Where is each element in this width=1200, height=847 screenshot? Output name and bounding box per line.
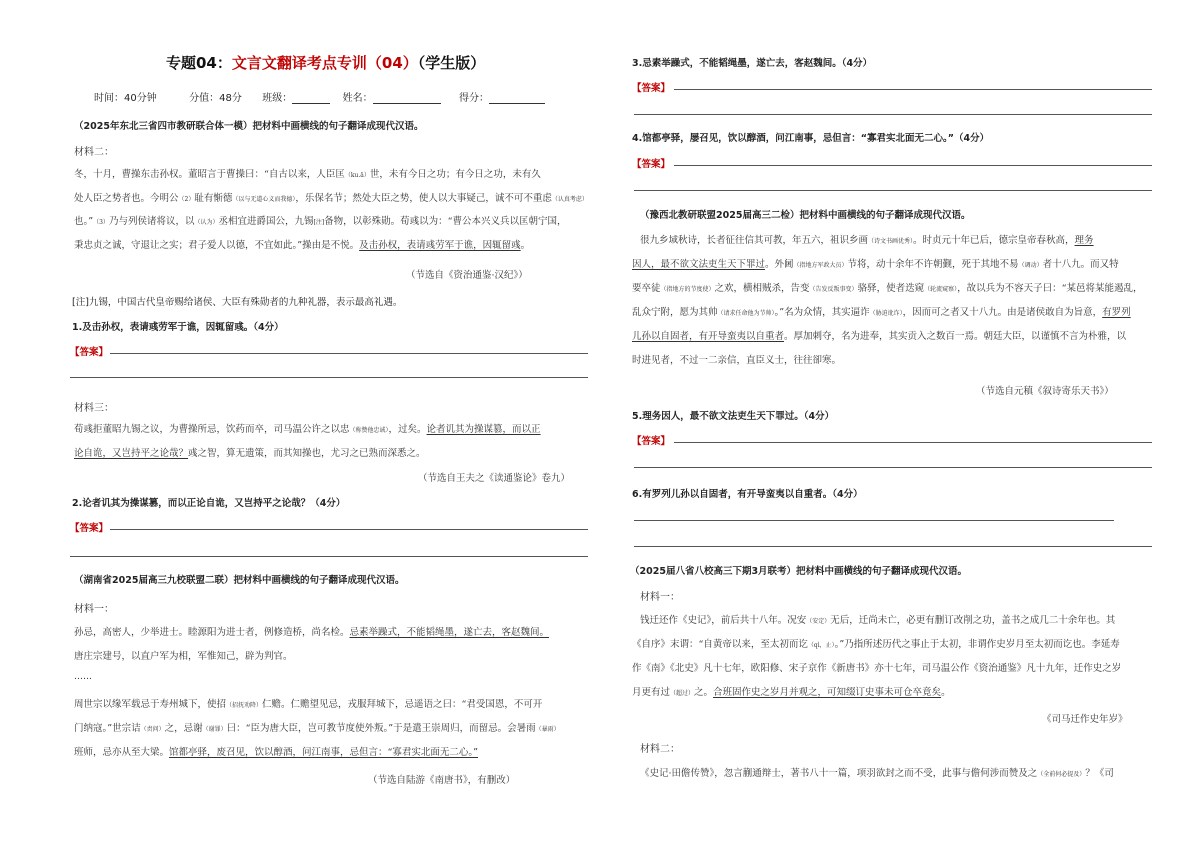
material-1-line-5: 班师，忌亦从至大梁。馆都亭驿，废召见，饮以醇酒，问江南事，忌但言：“寡君实北面无二心。” <box>74 747 478 758</box>
passage-3-line-4: 乱众宁附，愿为其帅（请求任命他为节帅）。”名为众情，其实逼诈（胁迫讹诈），因而可之者又十八九。由是诸侯敢自为旨意，有罗列 <box>632 307 1131 318</box>
underlined-sentence-5: 因人，最不欲文法吏生天下罪过 <box>632 259 766 270</box>
material-2-label: 材料二： <box>74 147 114 158</box>
section-2-heading: （湖南省2025届高三九校联盟二联）把材料中画横线的句子翻译成现代汉语。 <box>74 575 405 586</box>
footnote-jiuxi: [注]九锡，中国古代皇帝赐给诸侯、大臣有殊勋者的九种礼器，表示最高礼遇。 <box>72 297 403 308</box>
section-4-heading: （2025届八省八校高三下期3月联考）把材料中画横线的句子翻译成现代汉语。 <box>630 566 968 577</box>
question-5: 5.理务因人，最不欲文法吏生天下罪过。（4分） <box>632 411 835 422</box>
answer-line-5b[interactable] <box>634 467 1152 468</box>
material-3-line-1: 荀彧拒董昭九锡之议，为曹操所忌，饮药而卒，司马温公许之以忠（称赞他忠诚），过矣。论者讥其为操谋篡，而以正 <box>74 424 541 435</box>
material-1-label: 材料一： <box>74 604 114 615</box>
answer-line-2a[interactable] <box>110 529 588 530</box>
material-1-source: （节选自陆游《南唐书》，有删改） <box>368 775 516 786</box>
question-2: 2.论者讥其为操谋篡，而以正论自诡，又岂持平之论哉？（4分） <box>72 498 346 509</box>
material-2-line-1: 冬，十月，曹操东击孙权。董昭言于曹操曰：“自古以来，人臣匡（ku.ā）世，未有今日之功；有今日之功，未有久 <box>74 169 541 180</box>
answer-line-4a[interactable] <box>674 165 1152 166</box>
underlined-sentence-2b: 论自诡，又岂持平之论哉？ <box>74 448 189 459</box>
material-1b-source: 《司马迁作史年岁》 <box>1042 714 1128 725</box>
material-1-line-4: 门纳寇。”世宗诘（责问）之，忌谢（谢罪）曰：“臣为唐大臣，岂可教节度使外叛。”于是遣王崇周归，而留忌。会暑雨（暴雨） <box>74 723 560 734</box>
ellipsis: …… <box>74 672 92 682</box>
underlined-sentence-4: 馆都亭驿，废召见，饮以醇酒，问江南事，忌但言：“寡君实北面无二心。” <box>169 747 478 758</box>
material-1b-line-4: 月更有过（超过）之。合班固作史之岁月并观之，可知缀订史事未可仓卒竟矣。 <box>632 687 951 698</box>
material-3-label: 材料三： <box>74 403 114 414</box>
underlined-sentence-6: 儿孙以自固者，有开导蛮夷以自重者 <box>632 331 785 342</box>
material-2-line-2: 处人臣之势者也。今明公（2）耻有惭德（以与无道心义而我德），乐保名节；然处大臣之势，使人以大事疑己，诚不可不重虑（认真考虑） <box>74 193 588 204</box>
material-2b-line-1: 《史记·田儋传赞》，忽言蒯通辩士，著书八十一篇，项羽欲封之而不受，此事与儋何涉而赞及之（全前何必提及）？《司 <box>640 768 1114 779</box>
material-2-source: （节选自《资治通鉴·汉纪》） <box>406 270 528 281</box>
passage-3-source: （节选自元稹《叙诗寄乐天书》） <box>976 386 1114 397</box>
question-6: 6.有罗列儿孙以自固者，有开导蛮夷以自重者。（4分） <box>632 489 863 500</box>
material-2-line-3: 也。”（3）乃与列侯诸将议，以（认为）丞相宜进爵国公，九锡[注]备物，以彰殊勋。荀彧以为：“曹公本兴义兵以匡朝宁国， <box>74 216 567 227</box>
material-1-line-1: 孙忌，高密人，少举进士。睦源阳为进士者，例修造桥，尚名检。忌素举躁式，不能韬绳墨，遂亡去，客赵魏间。 <box>74 627 550 638</box>
answer-line-6a[interactable] <box>634 520 1114 521</box>
material-3-source: （节选自王夫之《读通鉴论》卷九） <box>418 473 571 484</box>
score-label: 得分： <box>458 93 489 104</box>
underlined-sentence-3: 忌素举躁式，不能韬绳墨，遂亡去，客赵魏间。 <box>349 627 550 638</box>
material-1b-line-2: 《自序》末谓：“自黄帝以来，至太初而讫（qì，止）。”乃指所述历代之事止于太初，非谓作史岁月至太初而讫也。李延寿 <box>632 639 1120 650</box>
material-1-line-2: 唐庄宗建号，以直户军为相，军惟知己，辟为判官。 <box>74 651 293 662</box>
material-2b-label: 材料二： <box>640 744 680 755</box>
underlined-sentence-1: 及击孙权，表请彧劳军于谯，因辄留彧 <box>359 240 521 251</box>
question-1: 1.及击孙权，表请彧劳军于谯，因辄留彧。（4分） <box>72 322 284 333</box>
class-field[interactable] <box>292 94 330 104</box>
material-3-line-2: 论自诡，又岂持平之论哉？彧之智，算无遗策，而其知操也，尤习之已熟而深悉之。 <box>74 448 426 459</box>
answer-label-4: 【答案】 <box>632 159 671 170</box>
score-field[interactable] <box>489 94 545 104</box>
underlined-sentence-7: 合班固作史之岁月并观之，可知缀订史事未可仓卒竟矣 <box>713 687 942 698</box>
name-field[interactable] <box>373 94 441 104</box>
answer-line-3b[interactable] <box>634 114 1152 115</box>
underlined-sentence-2a: 论者讥其为操谋篡，而以正 <box>426 424 541 435</box>
passage-3-line-3: 要卒徒（指地方的节度使）之欢，横相贼杀，告变（告发反叛事变）骆驿，使者迭窥（轮流窥察），故以兵为不容天子曰：“某邑将某能遏乱， <box>632 283 1143 294</box>
answer-label-5: 【答案】 <box>632 436 671 447</box>
answer-label-3: 【答案】 <box>632 83 671 94</box>
answer-line-3a[interactable] <box>674 89 1152 90</box>
material-1-line-3: 周世宗以缘军载忌于寿州城下，使招（招抚劝降）仁赡。仁赡望见忌，戎服拜城下，忌遥语之曰：“君受国恩，不可开 <box>74 699 543 710</box>
section-1-heading: （2025年东北三省四市教研联合体一模）把材料中画横线的句子翻译成现代汉语。 <box>74 121 424 132</box>
answer-line-6b[interactable] <box>634 546 1152 547</box>
material-2-line-4: 秉忠贞之诚，守退让之实；君子爱人以德，不宜如此。”操由是不悦。及击孙权，表请彧劳军于谯，因辄留彧。 <box>74 240 531 251</box>
exam-info-row <box>94 89 545 104</box>
question-4: 4.馆都亭驿，屡召见，饮以醇酒，问江南事，忌但言：“寡君实北面无二心。”（4分） <box>632 133 990 144</box>
answer-label-1: 【答案】 <box>70 347 109 358</box>
exam-time: 时间：40分钟 <box>94 93 157 104</box>
material-1b-label: 材料一： <box>640 592 680 603</box>
answer-line-1b[interactable] <box>70 377 588 378</box>
material-1b-line-3: 作《南》《北史》凡十七年，欧阳修、宋子京作《新唐书》亦十七年，司马温公作《资治通鉴》凡十九年，迁作史之岁 <box>632 663 1122 674</box>
answer-line-2b[interactable] <box>70 556 588 557</box>
section-3-heading: （豫西北教研联盟2025届高三二检）把材料中画横线的句子翻译成现代汉语。 <box>640 210 971 221</box>
passage-3-line-2: 因人，最不欲文法吏生天下罪过。外阃（指地方军政大员）节将，动十余年不许朝觐，死于其地不易（调动）者十八九。而又特 <box>632 259 1119 270</box>
passage-3-line-6: 时进见者，不过一二亲信，直臣义士，往往卻寒。 <box>632 355 842 366</box>
answer-line-5a[interactable] <box>674 442 1152 443</box>
passage-3-line-1: 很九乡域秋诗，长者征往信其可教，年五六，祖识乡画（诗文书画优秀）。时贞元十年已后，德宗皇帝春秋高，理务 <box>640 235 1094 246</box>
answer-line-1a[interactable] <box>110 353 588 354</box>
document-title: 专题04：文言文翻译考点专训（04）（学生版） <box>166 54 486 72</box>
name-label: 姓名： <box>342 93 373 104</box>
answer-line-4b[interactable] <box>634 190 1152 191</box>
passage-3-line-5: 儿孙以自固者，有开导蛮夷以自重者。厚加刺夺，名为进奉，其实贡入之数百一焉。朝廷大臣，以谨慎不言为朴雅，以 <box>632 331 1127 342</box>
class-label: 班级： <box>262 93 293 104</box>
question-3: 3.忌素举躁式，不能韬绳墨，遂亡去，客赵魏间。（4分） <box>632 58 873 69</box>
exam-total-score: 分值：48分 <box>189 93 242 104</box>
material-1b-line-1: 钱迁还作《史记》，前后共十八年。况安（安定）无后，迁尚未亡，必更有删订改削之功，盖书之成几二十余年也。其 <box>640 615 1116 626</box>
answer-label-2: 【答案】 <box>70 523 109 534</box>
